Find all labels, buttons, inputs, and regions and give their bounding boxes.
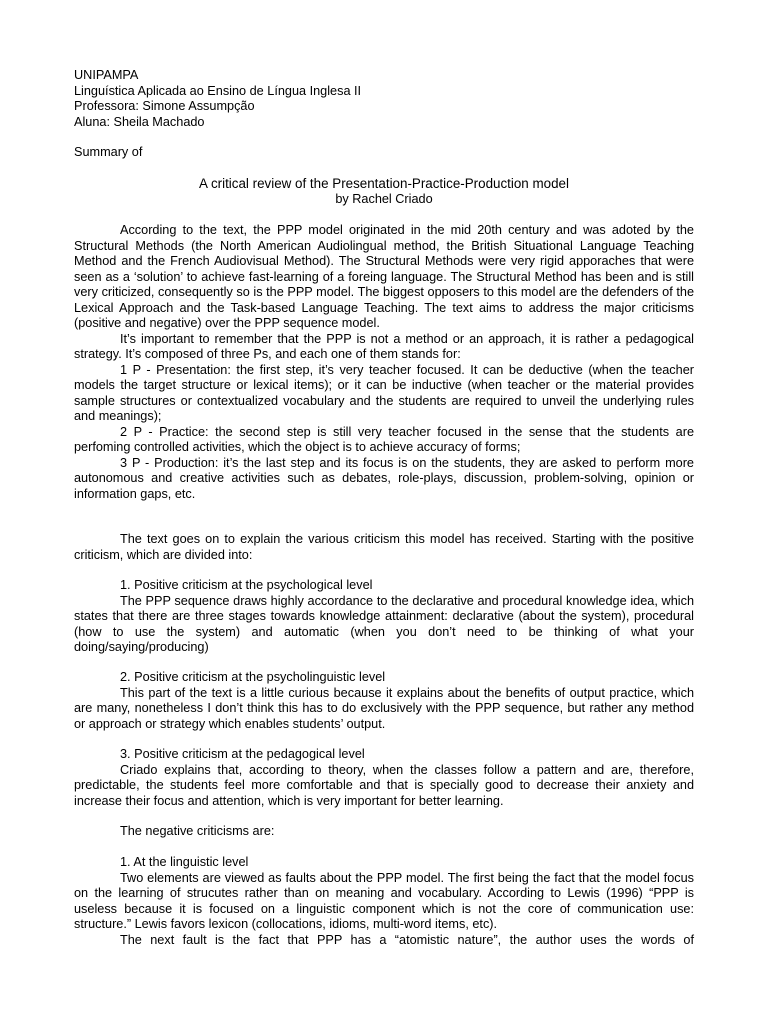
psycholinguistic-section bbox=[74, 670, 694, 732]
negative-intro-section bbox=[74, 824, 694, 840]
paragraph-production: 3 P - Production: it’s the last step and its focus is on the students, they are asked to perform more autonomous and creative activities such as debates, role-plays, discussion, problem-solving, opinion or information gaps, etc. bbox=[74, 455, 694, 501]
heading-psychological: 1. Positive criticism at the psychological level bbox=[120, 578, 373, 592]
paragraph-psycholinguistic: This part of the text is a little curious because it explains about the benefits of output practice, which are many, nonetheless I don’t think this has to do exclusively with the PPP sequence, but rather any method or approach or strategy which enables students’ output. bbox=[74, 685, 694, 731]
intro-section bbox=[74, 223, 694, 502]
heading-linguistic: 1. At the linguistic level bbox=[120, 855, 249, 869]
criticism-intro-section bbox=[74, 532, 694, 563]
document-title: A critical review of the Presentation-Practice-Production model bbox=[199, 176, 569, 191]
paragraph-ppp-definition: It’s important to remember that the PPP is not a method or an approach, it is rather a pedagogical strategy. It’s composed of three Ps, and each one of them stands for: bbox=[74, 331, 694, 361]
paragraph-atomistic: The next fault is the fact that PPP has a “atomistic nature”, the author uses the words of bbox=[120, 932, 694, 947]
heading-psycholinguistic: 2. Positive criticism at the psycholinguistic level bbox=[120, 670, 386, 684]
linguistic-section bbox=[74, 855, 694, 948]
pedagogical-section bbox=[74, 747, 694, 809]
student-name: Aluna: Sheila Machado bbox=[74, 114, 205, 129]
document-header bbox=[74, 68, 694, 130]
paragraph-criticism-intro: The text goes on to explain the various criticism this model has received. Starting with the positive criticism, which are divided into: bbox=[74, 532, 694, 562]
paragraph-pedagogical: Criado explains that, according to theory, when the classes follow a pattern and are, therefore, predictable, the students feel more comfortable and that is specially good to decrease their anxiety and increase their focus and attention, which is very important for better learning. bbox=[74, 762, 694, 808]
paragraph-linguistic: Two elements are viewed as faults about the PPP model. The first being the fact that the model focus on the learning of strucutes rather than on meaning and vocabulary. According to Lewis (1996) “PPP is useless because it is focused on a linguistic component which is not the core of communication use: structure.” Lewis favors lexicon (collocations, idioms, multi-word items, etc). bbox=[74, 870, 694, 931]
negative-criticisms-intro: The negative criticisms are: bbox=[120, 824, 275, 838]
paragraph-psychological: The PPP sequence draws highly accordance to the declarative and procedural knowledge idea, which states that there are three stages towards knowledge attainment: declarative (about the system), procedural (how to use the system) and automatic (when you don’t need to be thinking of what your doing/saying/producing) bbox=[74, 593, 694, 654]
professor-name: Professora: Simone Assumpção bbox=[74, 99, 255, 113]
paragraph-presentation: 1 P - Presentation: the first step, it’s very teacher focused. It can be deductive (when the teacher models the target structure or lexical items); or it can be inductive (when teacher or the material provides sample structures or contextualized vocabulary and the students are required to unveil the underlying rules and meanings); bbox=[74, 362, 694, 423]
course-name: Linguística Aplicada ao Ensino de Língua Inglesa II bbox=[74, 83, 362, 98]
university-name: UNIPAMPA bbox=[74, 68, 139, 82]
heading-pedagogical: 3. Positive criticism at the pedagogical level bbox=[120, 747, 365, 761]
summary-label: Summary of bbox=[74, 145, 143, 159]
document-byline: by Rachel Criado bbox=[335, 192, 433, 206]
psychological-section bbox=[74, 578, 694, 656]
paragraph-origin: According to the text, the PPP model originated in the mid 20th century and was adoted by the Structural Methods (the North American Audiolingual method, the British Situational Language Teaching Method and the French Audiovisual Method). The Structural Methods were very rigid apporaches that were seen as a ‘solution’ to achieve fast-learning of a foreing language. The Structural Method has been and is still very criticized, consequently so is the PPP model. The biggest opposers to this model are the defenders of the Lexical Approach and the Task-based Language Teaching. The text aims to address the major criticisms (positive and negative) over the PPP sequence model. bbox=[74, 223, 694, 330]
paragraph-practice: 2 P - Practice: the second step is still very teacher focused in the sense that the students are perfoming controlled activities, which the object is to achieve accuracy of forms; bbox=[74, 424, 694, 454]
